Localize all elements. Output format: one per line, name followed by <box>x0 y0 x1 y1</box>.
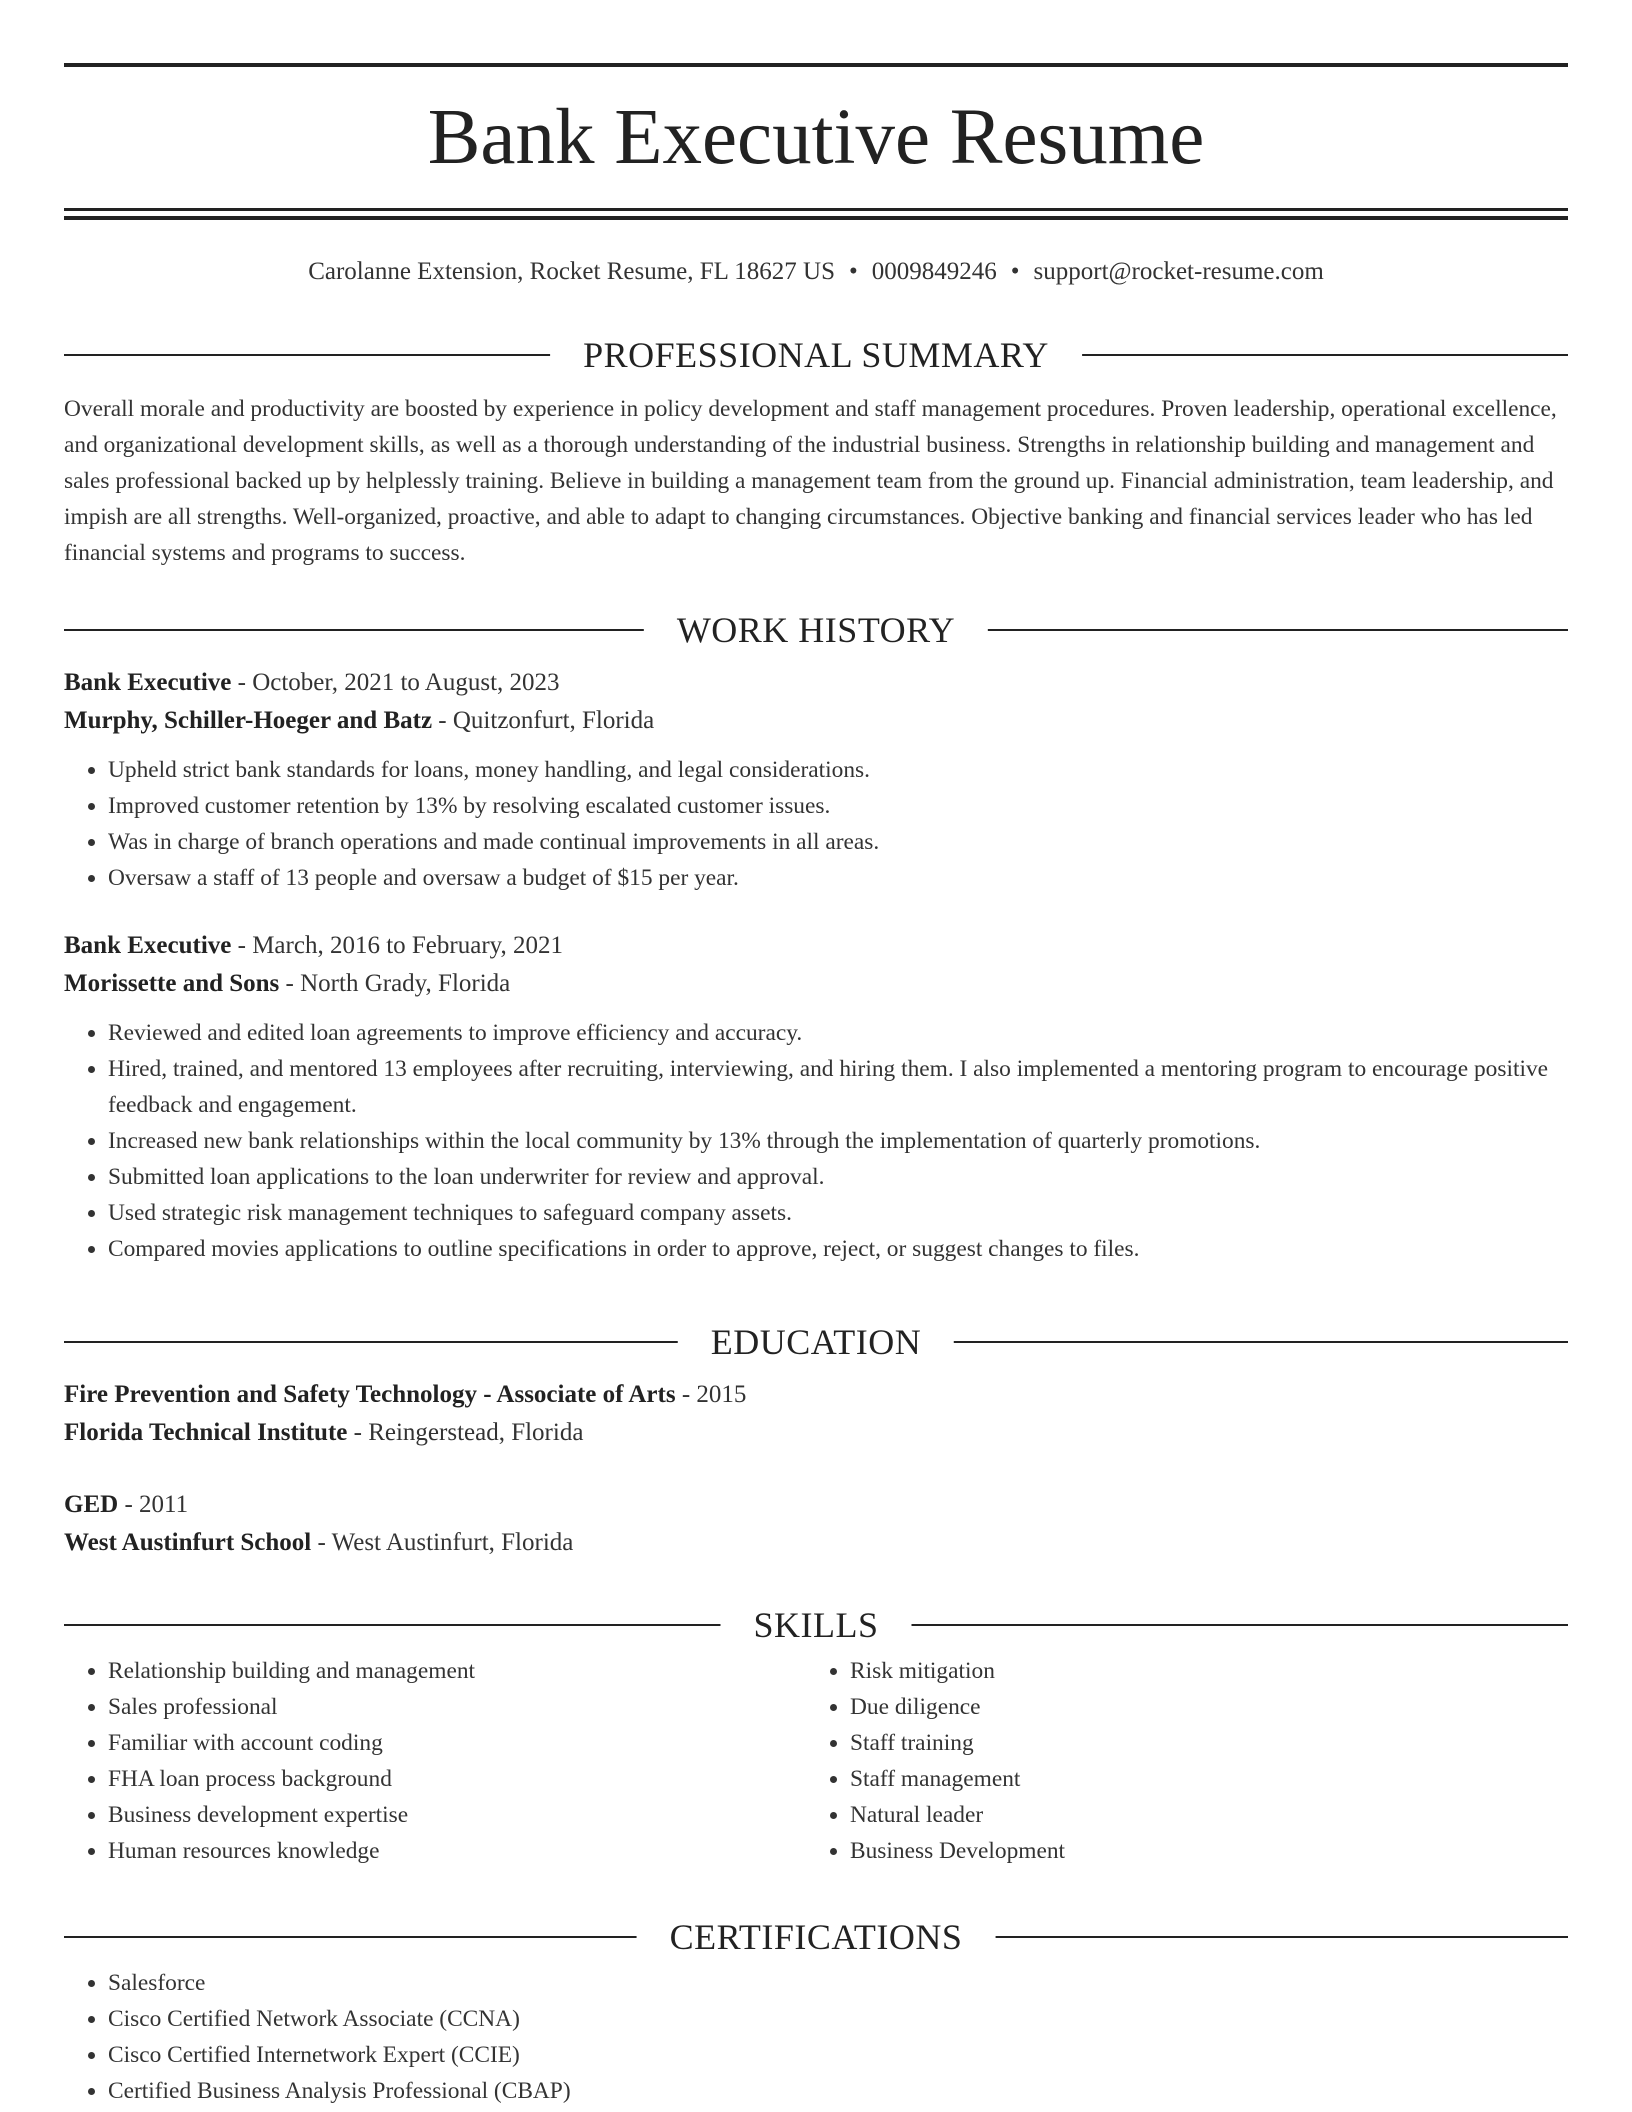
employer-name: Murphy, Schiller-Hoeger and Batz <box>64 707 433 734</box>
employer-name: Morissette and Sons <box>64 970 280 997</box>
education-entry <box>64 1486 1568 1562</box>
list-item: • Cisco Certified Internetwork Expert (CCIE) <box>108 2037 1568 2073</box>
list-item: • Human resources knowledge <box>108 1833 764 1869</box>
list-item: • Natural leader <box>850 1797 1506 1833</box>
list-item: • Cisco Certified Network Associate (CCNA) <box>108 2001 1568 2037</box>
section-title: CERTIFICATIONS <box>637 1915 996 1959</box>
degree-name: GED <box>64 1491 119 1518</box>
skills-left-column <box>64 1653 764 1869</box>
school-location: - Reingerstead, Florida <box>347 1419 584 1446</box>
job-title: Bank Executive <box>64 932 232 959</box>
employer-location: - Quitzonfurt, Florida <box>432 707 655 734</box>
section-heading <box>64 1603 1568 1647</box>
list-item: • Was in charge of branch operations and made continual improvements in all areas. <box>108 824 1568 860</box>
skills-columns <box>64 1653 1568 1873</box>
contact-phone: 0009849246 <box>871 258 997 285</box>
list-item: • Used strategic risk management techniques to safeguard company assets. <box>108 1195 1568 1231</box>
employer-location: - North Grady, Florida <box>279 970 511 997</box>
school-line <box>64 1524 1568 1562</box>
list-item: • Salesforce <box>108 1965 1568 2001</box>
employer-line <box>64 965 1568 1003</box>
work-section <box>64 608 1568 1267</box>
education-entry <box>64 1376 1568 1452</box>
job-dates: - October, 2021 to August, 2023 <box>231 669 560 696</box>
list-item: • Improved customer retention by 13% by resolving escalated customer issues. <box>108 788 1568 824</box>
summary-text: Overall morale and productivity are boosted by experience in policy development and staff management procedures. Proven leadership, operational excellence, and organizational development skills, as well as a thorough understanding of the industrial business. Strengths in relationship building and management and sales professional backed up by helplessly training. Believe in building a management team from the ground up. Financial administration, team leadership, and impish are all strengths. Well-organized, proactive, and able to adapt to changing circumstances. Objective banking and financial services leader who has led financial systems and programs to success. <box>64 396 1557 566</box>
list-item: • Increased new bank relationships within the local community by 13% through the implementation of quarterly promotions. <box>108 1123 1568 1159</box>
job-bullets <box>64 752 1568 896</box>
resume-page <box>64 0 1568 2112</box>
section-heading <box>64 333 1568 377</box>
top-rule <box>64 63 1568 67</box>
list-item: • FHA loan process background <box>108 1761 764 1797</box>
contact-address: Carolanne Extension, Rocket Resume, FL 18627 US <box>308 258 835 285</box>
skills-list <box>64 1653 764 1869</box>
section-title: WORK HISTORY <box>644 608 988 652</box>
work-entry <box>64 664 1568 896</box>
contact-line <box>64 255 1568 289</box>
skills-list <box>806 1653 1506 1869</box>
section-heading <box>64 608 1568 652</box>
section-title: PROFESSIONAL SUMMARY <box>550 333 1082 377</box>
list-item: • Staff training <box>850 1725 1506 1761</box>
job-bullets <box>64 1015 1568 1267</box>
list-item: • Certified Business Analysis Professional (CBAP) <box>108 2073 1568 2109</box>
degree-year: - 2015 <box>675 1381 747 1408</box>
certifications-list <box>64 1965 1568 2109</box>
list-item: • Sales professional <box>108 1689 764 1725</box>
list-item: • Compared movies applications to outline specifications in order to approve, reject, or suggest changes to files. <box>108 1231 1568 1267</box>
list-item: • Upheld strict bank standards for loans, money handling, and legal considerations. <box>108 752 1568 788</box>
contact-email: support@rocket-resume.com <box>1033 258 1324 285</box>
list-item: • Familiar with account coding <box>108 1725 764 1761</box>
degree-name: Fire Prevention and Safety Technology - Associate of Arts <box>64 1381 676 1408</box>
school-name: Florida Technical Institute <box>64 1419 348 1446</box>
list-item: • Staff management <box>850 1761 1506 1797</box>
employer-line <box>64 702 1568 740</box>
resume-title: Bank Executive Resume <box>427 94 1205 181</box>
summary-section <box>64 333 1568 571</box>
degree-line <box>64 1486 1568 1524</box>
job-heading <box>64 664 1568 702</box>
school-line <box>64 1414 1568 1452</box>
contact-separator: • <box>1010 258 1020 285</box>
school-location: - West Austinfurt, Florida <box>311 1529 574 1556</box>
contact-separator: • <box>848 258 858 285</box>
certifications-section <box>64 1915 1568 2109</box>
section-title: SKILLS <box>720 1603 911 1647</box>
job-title: Bank Executive <box>64 669 232 696</box>
list-item: • Due diligence <box>850 1689 1506 1725</box>
skills-section <box>64 1603 1568 1873</box>
work-entry <box>64 927 1568 1267</box>
section-title: EDUCATION <box>678 1320 954 1364</box>
title-rule-upper <box>64 208 1568 211</box>
list-item: • Hired, trained, and mentored 13 employees after recruiting, interviewing, and hiring them. I also implemented a mentoring program to encourage positive feedback and engagement. <box>108 1051 1568 1123</box>
list-item: • Oversaw a staff of 13 people and oversaw a budget of $15 per year. <box>108 860 1568 896</box>
degree-year: - 2011 <box>118 1491 189 1518</box>
list-item: • Risk mitigation <box>850 1653 1506 1689</box>
list-item: • Relationship building and management <box>108 1653 764 1689</box>
section-heading <box>64 1320 1568 1364</box>
skills-right-column <box>806 1653 1506 1869</box>
degree-line <box>64 1376 1568 1414</box>
list-item: • Submitted loan applications to the loan underwriter for review and approval. <box>108 1159 1568 1195</box>
list-item: • Reviewed and edited loan agreements to improve efficiency and accuracy. <box>108 1015 1568 1051</box>
title-rule-lower <box>64 216 1568 220</box>
job-dates: - March, 2016 to February, 2021 <box>231 932 564 959</box>
list-item: • Business development expertise <box>108 1797 764 1833</box>
school-name: West Austinfurt School <box>64 1529 312 1556</box>
section-heading <box>64 1915 1568 1959</box>
education-section <box>64 1320 1568 1562</box>
list-item: • Business Development <box>850 1833 1506 1869</box>
job-heading <box>64 927 1568 965</box>
